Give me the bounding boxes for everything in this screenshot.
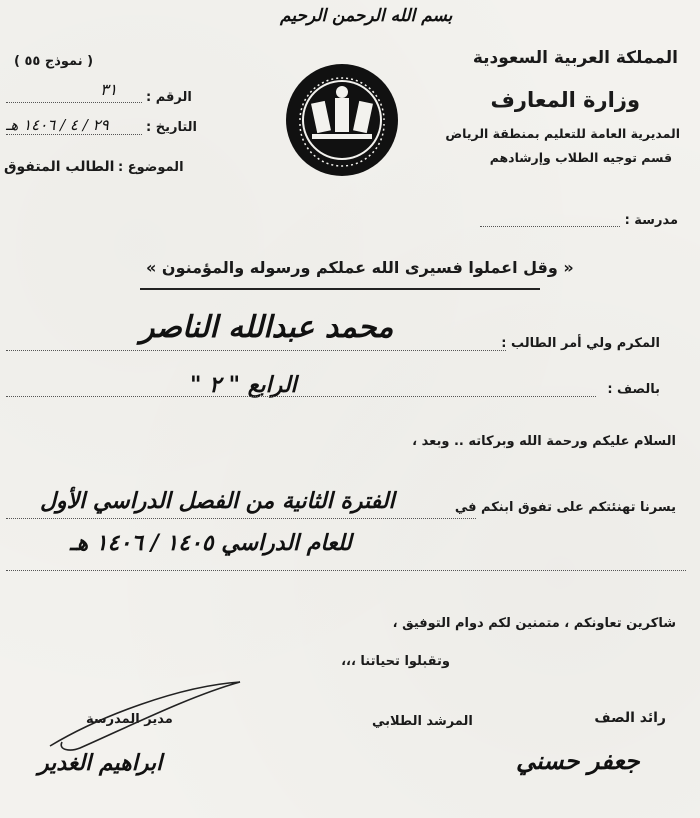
subject-label: الموضوع :: [118, 160, 184, 175]
principal-name: ابراهيم الغدير: [38, 750, 163, 776]
kingdom-name: المملكة العربية السعودية: [472, 48, 678, 68]
principal-label: مدير المدرسة: [86, 712, 173, 727]
body-prefix: يسرنا تهنئتكم على تفوق ابنكم في: [454, 500, 676, 515]
guardian-name: محمد عبدالله الناصر: [140, 310, 394, 345]
class-leader-name: جعفر حسني: [516, 746, 640, 775]
form-code: ( نموذج ٥٥ ): [14, 54, 94, 69]
department-name: قسم توجيه الطلاب وإرشادهم: [489, 150, 672, 165]
grade-value: الرابع " ٢ ": [190, 372, 297, 398]
counselor-label: المرشد الطلابي: [372, 714, 473, 729]
body-period: الفترة الثانية من الفصل الدراسي الأول: [40, 488, 395, 514]
number-value: ٣١: [100, 80, 118, 99]
grade-label: بالصف :: [607, 382, 660, 397]
closing-line: وتقبلوا تحياتنا ،،،: [341, 654, 450, 669]
subject-value: الطالب المتفوق: [4, 159, 115, 175]
body-year: للعام الدراسي ١٤٠٥ / ١٤٠٦ هـ: [70, 530, 352, 556]
principal-signature-scribble: [40, 676, 250, 756]
date-label: التاريخ :: [146, 120, 197, 135]
date-value: ٢٩ / ٤ / ١٤٠٦ هـ: [6, 116, 109, 134]
greeting: السلام عليكم ورحمة الله وبركاته .. وبعد ،: [412, 434, 676, 449]
ministry-emblem: [284, 62, 400, 178]
class-leader-label: رائد الصف: [594, 710, 666, 726]
guardian-label: المكرم ولي أمر الطالب :: [501, 336, 660, 351]
thanks-line: شاكرين تعاونكم ، متمنين لكم دوام التوفيق ،: [392, 616, 676, 631]
directorate-name: المديرية العامة للتعليم بمنطقة الرياض: [445, 126, 680, 141]
basmala: بسم الله الرحمن الرحيم: [280, 6, 453, 26]
school-label: مدرسة :: [624, 213, 678, 228]
number-label: الرقم :: [146, 90, 192, 105]
ministry-name: وزارة المعارف: [490, 88, 640, 112]
quran-verse: « وقل اعملوا فسيرى الله عملكم ورسوله والمؤمنون »: [146, 258, 574, 277]
